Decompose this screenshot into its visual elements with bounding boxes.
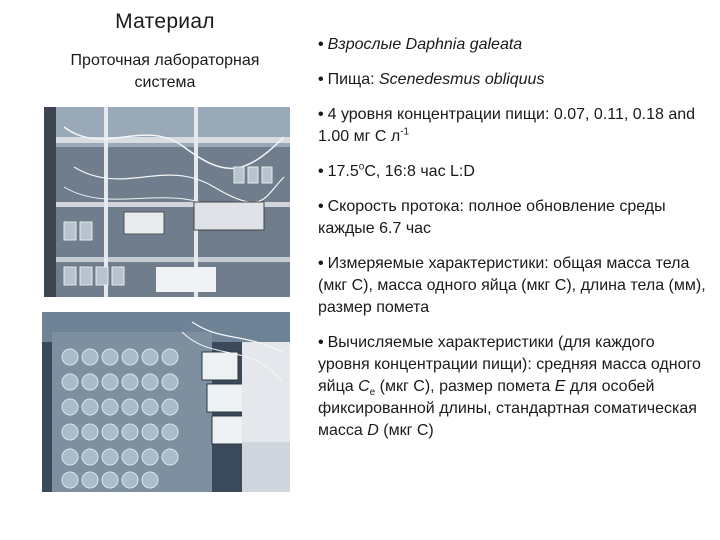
- bullet-food: [318, 69, 710, 91]
- ce-subscript: e: [369, 387, 376, 399]
- food-label: Пища:: [327, 71, 379, 88]
- bullet-measured: [318, 253, 710, 319]
- subtitle-line-1: Проточная лабораторная: [70, 52, 260, 69]
- bullet-marker: •: [318, 334, 324, 351]
- bullet-temperature: [318, 161, 710, 183]
- ce-symbol: C: [358, 378, 370, 395]
- calculated-text-1: Вычисляемые характеристики (для каждого уровня концентрации пищи): средняя масса одного яйца: [318, 334, 701, 395]
- food-species: Scenedesmus obliquus: [379, 71, 545, 88]
- lab-setup-photo: [44, 107, 290, 297]
- calculated-text-3: для особей фиксированной длины, стандартная соматическая масса: [318, 378, 697, 439]
- calculated-text-2: (мкг С), размер помета: [375, 378, 555, 395]
- concentration-exponent: -1: [400, 126, 410, 138]
- subtitle-line-2: система: [134, 74, 196, 91]
- concentration-text: 4 уровня концентрации пищи: 0.07, 0.11, 0.18 and 1.00 мг С л: [318, 106, 696, 145]
- degree-sign: o: [358, 161, 365, 173]
- bullet-list: [318, 34, 710, 455]
- flow-rate-text: Скорость протока: полное обновление среды каждые 6.7 час: [318, 198, 666, 237]
- e-symbol: E: [554, 378, 566, 395]
- slide-subtitle: [40, 50, 290, 94]
- bullet-calculated: [318, 332, 710, 442]
- bullet-marker: •: [318, 71, 324, 88]
- bullet-organism: [318, 34, 710, 56]
- bullet-marker: •: [318, 36, 324, 53]
- slide-title: Материал: [115, 10, 215, 33]
- calculated-text-4: (мкг С): [378, 422, 434, 439]
- bullet-concentration: [318, 104, 710, 148]
- measured-text: Измеряемые характеристики: общая масса тела (мкг С), масса одного яйца (мкг С), длина тела (мм), размер помета: [318, 255, 706, 316]
- bullet-marker: •: [318, 106, 324, 123]
- bullet-marker: •: [318, 255, 324, 272]
- temperature-value: 17.5: [327, 163, 359, 180]
- d-symbol: D: [367, 422, 379, 439]
- organism-text: Взрослые Daphnia galeata: [327, 36, 523, 53]
- bullet-marker: •: [318, 198, 324, 215]
- temperature-rest: C, 16:8 час L:D: [364, 163, 475, 180]
- bullet-flow-rate: [318, 196, 710, 240]
- beaker-trays-photo: [42, 312, 290, 492]
- bullet-marker: •: [318, 163, 324, 180]
